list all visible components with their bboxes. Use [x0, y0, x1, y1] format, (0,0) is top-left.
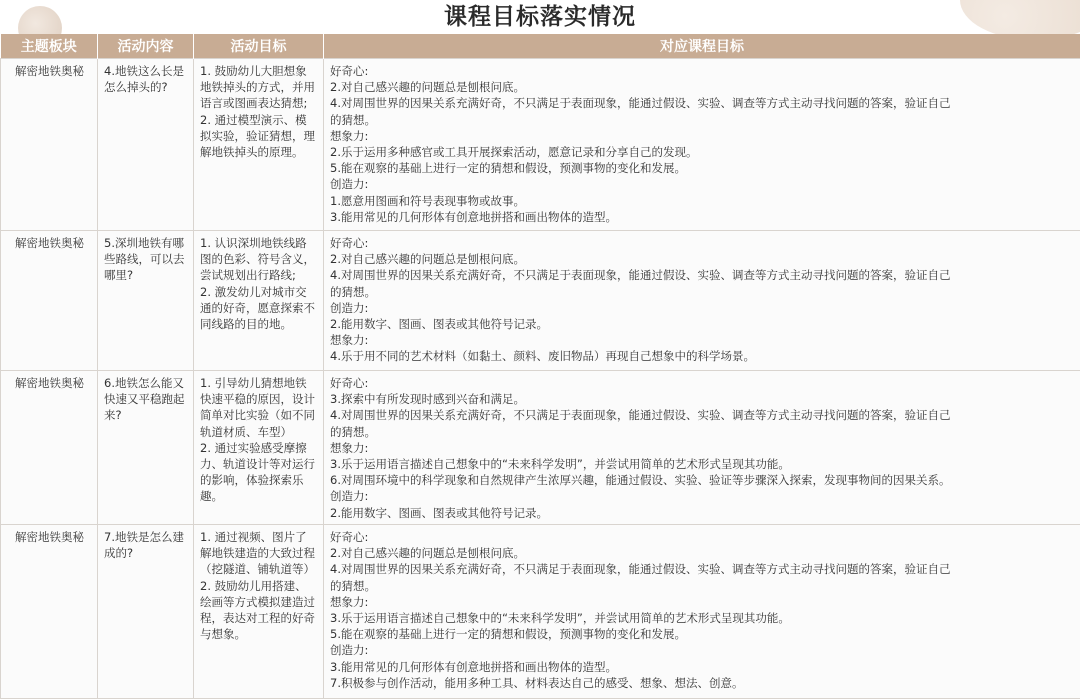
curriculum-line: 想象力:: [330, 333, 369, 348]
goal-line: 2. 通过模型演示、模拟实验，验证猜想，理解地铁掉头的原理。: [200, 112, 315, 160]
theme-block-cell: 解密地铁奥秘: [1, 231, 98, 371]
curriculum-line: 想象力:: [330, 128, 369, 143]
curriculum-line: 创造力:: [330, 177, 369, 192]
table-row: [1, 525, 1080, 699]
curriculum-line: 3.探索中有所发现时感到兴奋和满足。: [330, 392, 525, 407]
curriculum-line: 1.愿意用图画和符号表现事物或故事。: [330, 193, 525, 208]
curriculum-line: 好奇心:: [330, 530, 369, 544]
curriculum-line: 好奇心:: [330, 64, 369, 78]
activity-cell: 4.地铁这么长是怎么掉头的?: [98, 59, 194, 231]
header-activity-goal: 活动目标: [194, 34, 324, 59]
curriculum-line: 6.对周围环境中的科学现象和自然规律产生浓厚兴趣，能通过假设、实验、验证等步骤深入探索，发现事物间的因果关系。: [330, 473, 951, 488]
goal-line: 2. 通过实验感受摩擦力、轨道设计等对运行的影响，体验探索乐趣。: [200, 440, 315, 504]
activity-cell: 6.地铁怎么能又快速又平稳跑起来?: [98, 371, 194, 525]
curriculum-line: 3.乐于运用语言描述自己想象中的“未来科学发明”，并尝试用简单的艺术形式呈现其功能。: [330, 611, 790, 626]
curriculum-goal-cell: [324, 525, 1080, 699]
theme-block-cell: 解密地铁奥秘: [1, 59, 98, 231]
goal-line: 2. 激发幼儿对城市交通的好奇，愿意探索不同线路的目的地。: [200, 284, 315, 332]
curriculum-line: 想象力:: [330, 594, 369, 609]
curriculum-line: 4.对周围世界的因果关系充满好奇，不只满足于表面现象，能通过假设、实验、调查等方式主动寻找问题的答案，验证自己: [330, 96, 951, 111]
curriculum-line: 想象力:: [330, 440, 369, 455]
activity-goal-cell: [194, 59, 324, 231]
activity-goal-cell: [194, 231, 324, 371]
page-title: 课程目标落实情况: [444, 4, 636, 30]
curriculum-line: 4.乐于用不同的艺术材料（如黏土、颜料、废旧物品）再现自己想象中的科学场景。: [330, 349, 755, 364]
curriculum-table: [0, 34, 1080, 699]
curriculum-line: 创造力:: [330, 643, 369, 658]
curriculum-line: 3.能用常见的几何形体有创意地拼搭和画出物体的造型。: [330, 659, 617, 674]
curriculum-line: 5.能在观察的基础上进行一定的猜想和假设，预测事物的变化和发展。: [330, 161, 686, 176]
goal-line: 1. 认识深圳地铁线路图的色彩、符号含义，尝试规划出行路线;: [200, 236, 315, 283]
table-row: [1, 59, 1080, 231]
goal-line: 1. 通过视频、图片了解地铁建造的大致过程（挖隧道、铺轨道等）: [200, 530, 315, 577]
header-activity-content: 活动内容: [98, 34, 194, 59]
curriculum-line: 的猜想。: [330, 578, 376, 593]
curriculum-line: 2.乐于运用多种感官或工具开展探索活动，愿意记录和分享自己的发现。: [330, 145, 698, 160]
curriculum-line: 好奇心:: [330, 376, 369, 390]
curriculum-line: 4.对周围世界的因果关系充满好奇，不只满足于表面现象，能通过假设、实验、调查等方式主动寻找问题的答案，验证自己: [330, 408, 951, 423]
goal-line: 1. 引导幼儿猜想地铁快速平稳的原因，设计简单对比实验（如不同轨道材质、车型）: [200, 376, 315, 439]
curriculum-line: 创造力:: [330, 489, 369, 504]
curriculum-goal-cell: [324, 59, 1080, 231]
curriculum-goal-cell: [324, 231, 1080, 371]
goal-line: 1. 鼓励幼儿大胆想象地铁掉头的方式，并用语言或图画表达猜想;: [200, 64, 315, 111]
activity-goal-cell: [194, 371, 324, 525]
curriculum-line: 的猜想。: [330, 424, 376, 439]
activity-cell: 7.地铁是怎么建成的?: [98, 525, 194, 699]
goal-line: 2. 鼓励幼儿用搭建、绘画等方式模拟建造过程，表达对工程的好奇与想象。: [200, 578, 315, 642]
curriculum-line: 的猜想。: [330, 112, 376, 127]
curriculum-line: 2.能用数字、图画、图表或其他符号记录。: [330, 317, 548, 332]
curriculum-line: 3.乐于运用语言描述自己想象中的“未来科学发明”，并尝试用简单的艺术形式呈现其功能。: [330, 457, 790, 472]
activity-goal-cell: [194, 525, 324, 699]
curriculum-goal-cell: [324, 371, 1080, 525]
curriculum-line: 2.对自己感兴趣的问题总是刨根问底。: [330, 80, 525, 95]
header-theme-block: 主题板块: [1, 34, 98, 59]
theme-block-cell: 解密地铁奥秘: [1, 525, 98, 699]
curriculum-line: 的猜想。: [330, 284, 376, 299]
curriculum-line: 5.能在观察的基础上进行一定的猜想和假设，预测事物的变化和发展。: [330, 627, 686, 642]
table-row: [1, 231, 1080, 371]
table-header-row: [1, 34, 1080, 59]
curriculum-line: 创造力:: [330, 300, 369, 315]
curriculum-line: 3.能用常见的几何形体有创意地拼搭和画出物体的造型。: [330, 209, 617, 224]
curriculum-line: 7.积极参与创作活动，能用多种工具、材料表达自己的感受、想象、想法、创意。: [330, 675, 744, 690]
curriculum-line: 2.对自己感兴趣的问题总是刨根问底。: [330, 252, 525, 267]
table-row: [1, 371, 1080, 525]
curriculum-line: 好奇心:: [330, 236, 369, 250]
theme-block-cell: 解密地铁奥秘: [1, 371, 98, 525]
activity-cell: 5.深圳地铁有哪些路线，可以去哪里?: [98, 231, 194, 371]
curriculum-line: 4.对周围世界的因果关系充满好奇，不只满足于表面现象，能通过假设、实验、调查等方式主动寻找问题的答案，验证自己: [330, 562, 951, 577]
curriculum-line: 4.对周围世界的因果关系充满好奇，不只满足于表面现象，能通过假设、实验、调查等方式主动寻找问题的答案，验证自己: [330, 268, 951, 283]
header-curriculum-goal: 对应课程目标: [324, 34, 1080, 59]
curriculum-line: 2.能用数字、图画、图表或其他符号记录。: [330, 505, 548, 520]
curriculum-line: 2.对自己感兴趣的问题总是刨根问底。: [330, 546, 525, 561]
